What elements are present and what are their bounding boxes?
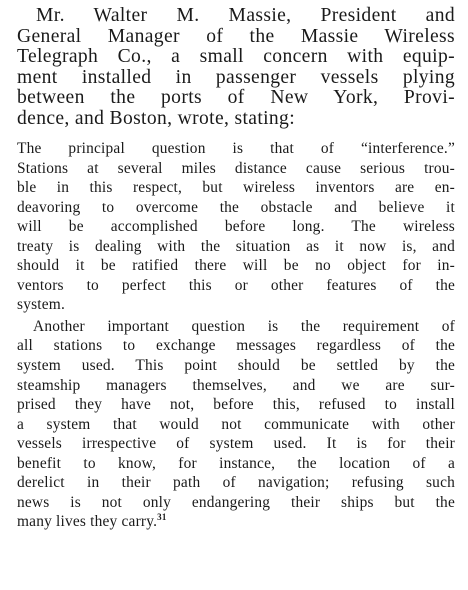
quote-line: derelict in their path of navigation; refusing such (17, 474, 455, 492)
quote-line: system. (17, 296, 66, 314)
quote-line: prised they have not, before this, refused to install (17, 396, 455, 414)
quote-line: Stations at several miles distance cause serious trou- (17, 159, 455, 177)
intro-line: Mr. Walter M. Massie, President and (36, 5, 455, 26)
quote-line: steamship managers themselves, and we are sur- (17, 376, 455, 394)
quote-line-text: many lives they carry. (17, 513, 158, 531)
quote-paragraph-1 (17, 139, 455, 315)
quote-line: all stations to exchange messages regardless of the (17, 337, 455, 355)
quote-line: vessels irrespective of system used. It is for their (17, 435, 455, 453)
footnote-reference: 31 (157, 512, 167, 523)
quote-line: will be accomplished before long. The wireless (17, 218, 455, 236)
quote-line: news is not only endangering their ships but the (17, 493, 455, 511)
intro-line: dence, and Boston, wrote, stating: (17, 107, 295, 129)
quote-line: The principal question is that of “interference.” (17, 140, 455, 157)
intro-line: between the ports of New York, Provi- (17, 87, 455, 108)
quote-line: treaty is dealing with the situation as it now is, and (17, 237, 455, 255)
block-quote (17, 139, 455, 532)
quote-line: ble in this respect, but wireless inventors are en- (17, 179, 455, 197)
quote-line: benefit to know, for instance, the location of a (17, 454, 455, 472)
quote-last-line (17, 512, 455, 532)
intro-paragraph (17, 6, 455, 129)
intro-line: Telegraph Co., a small concern with equip- (17, 46, 455, 67)
quote-line: system used. This point should be settled by the (17, 357, 455, 375)
quote-paragraph-2 (17, 317, 455, 532)
intro-line: General Manager of the Massie Wireless (17, 25, 455, 47)
quote-line: Another important question is the requirement of (33, 317, 455, 335)
quote-line: should it be ratified there will be no object for in- (17, 257, 455, 275)
quote-line: ventors to perfect this or other features of the (17, 276, 455, 294)
intro-line: ment installed in passenger vessels plying (17, 66, 455, 88)
quote-line: a system that would not communicate with other (17, 415, 455, 433)
quote-line: deavoring to overcome the obstacle and believe it (17, 198, 455, 216)
document-page (17, 6, 455, 534)
